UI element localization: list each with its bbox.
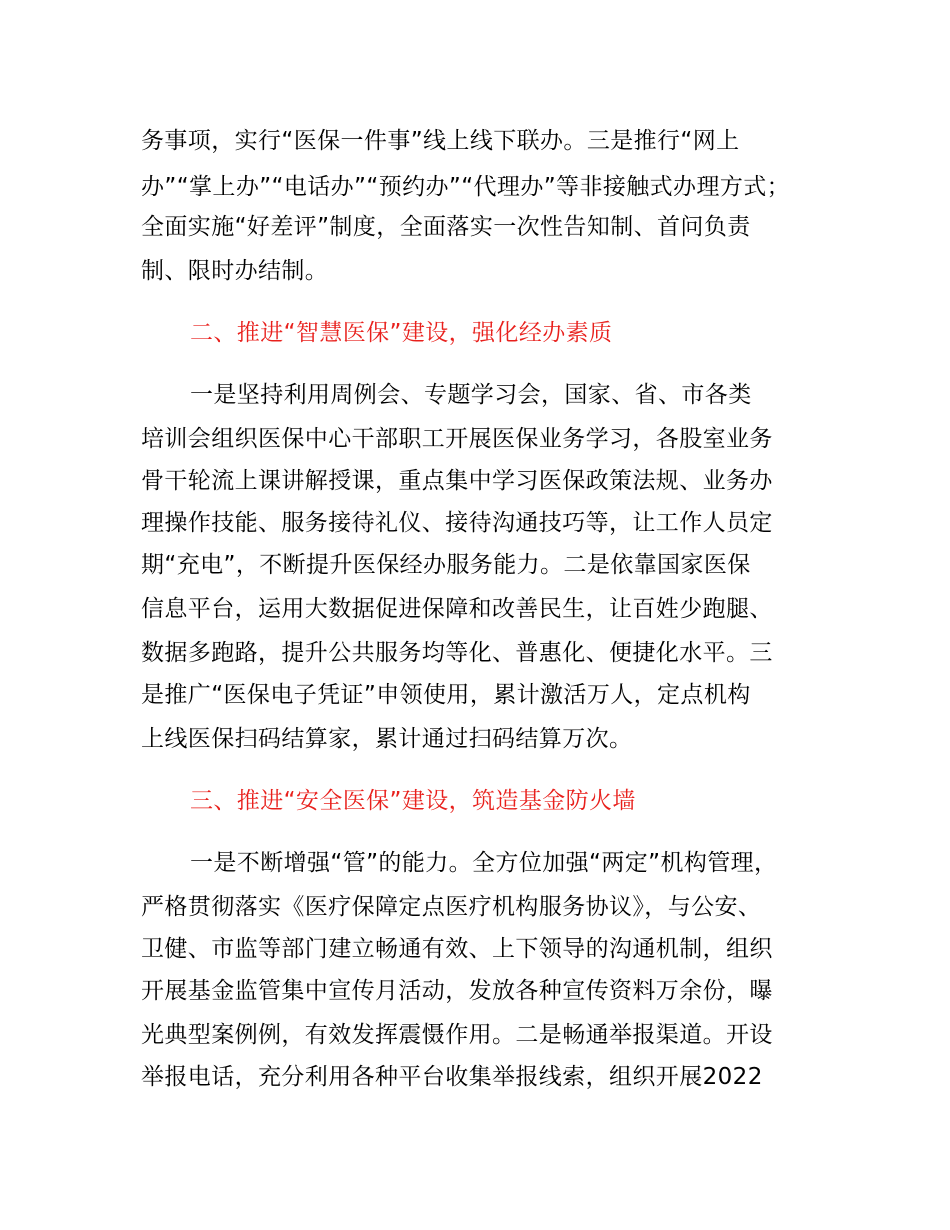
paragraph-line: 光典型案例例，有效发挥震慑作用。二是畅通举报渠道。开设 <box>141 1022 773 1048</box>
section-heading: 二、推进“智慧医保”建设，强化经办素质 <box>190 320 613 346</box>
paragraph-line: 举报电话，充分利用各种平台收集举报线索，组织开展2022 <box>141 1064 763 1090</box>
paragraph-line: 务事项，实行“医保一件事”线上线下联办。三是推行“网上 <box>141 128 740 154</box>
paragraph-line: 数据多跑路，提升公共服务均等化、普惠化、便捷化水平。三 <box>141 640 773 666</box>
paragraph-line: 上线医保扫码结算家，累计通过扫码结算万次。 <box>141 726 633 752</box>
section-heading: 三、推进“安全医保”建设，筑造基金防火墙 <box>190 788 636 814</box>
paragraph-line: 期“充电”，不断提升医保经办服务能力。二是依靠国家医保 <box>141 552 751 578</box>
paragraph-line: 卫健、市监等部门建立畅通有效、上下领导的沟通机制，组织 <box>141 936 773 962</box>
paragraph-line: 理操作技能、服务接待礼仪、接待沟通技巧等，让工作人员定 <box>141 510 773 536</box>
paragraph-line: 是推广“医保电子凭证”申领使用，累计激活万人，定点机构 <box>141 682 751 708</box>
paragraph-line: 信息平台，运用大数据促进保障和改善民生，让百姓少跑腿、 <box>141 596 773 622</box>
paragraph-line: 办”“掌上办”“电话办”“预约办”“代理办”等非接触式办理方式； <box>141 174 791 200</box>
paragraph-line: 严格贯彻落实《医疗保障定点医疗机构服务协议》，与公安、 <box>141 894 762 920</box>
paragraph-line: 一是不断增强“管”的能力。全方位加强“两定”机构管理， <box>190 850 778 876</box>
paragraph-line: 全面实施“好差评”制度，全面落实一次性告知制、首问负责 <box>141 214 751 240</box>
paragraph-line: 骨干轮流上课讲解授课，重点集中学习医保政策法规、业务办 <box>141 468 773 494</box>
paragraph-line: 制、限时办结制。 <box>141 258 329 284</box>
paragraph-line: 开展基金监管集中宣传月活动，发放各种宣传资料万余份，曝 <box>141 978 773 1004</box>
paragraph-line: 一是坚持利用周例会、专题学习会，国家、省、市各类 <box>190 382 752 408</box>
paragraph-line: 培训会组织医保中心干部职工开展医保业务学习，各股室业务 <box>141 426 773 452</box>
